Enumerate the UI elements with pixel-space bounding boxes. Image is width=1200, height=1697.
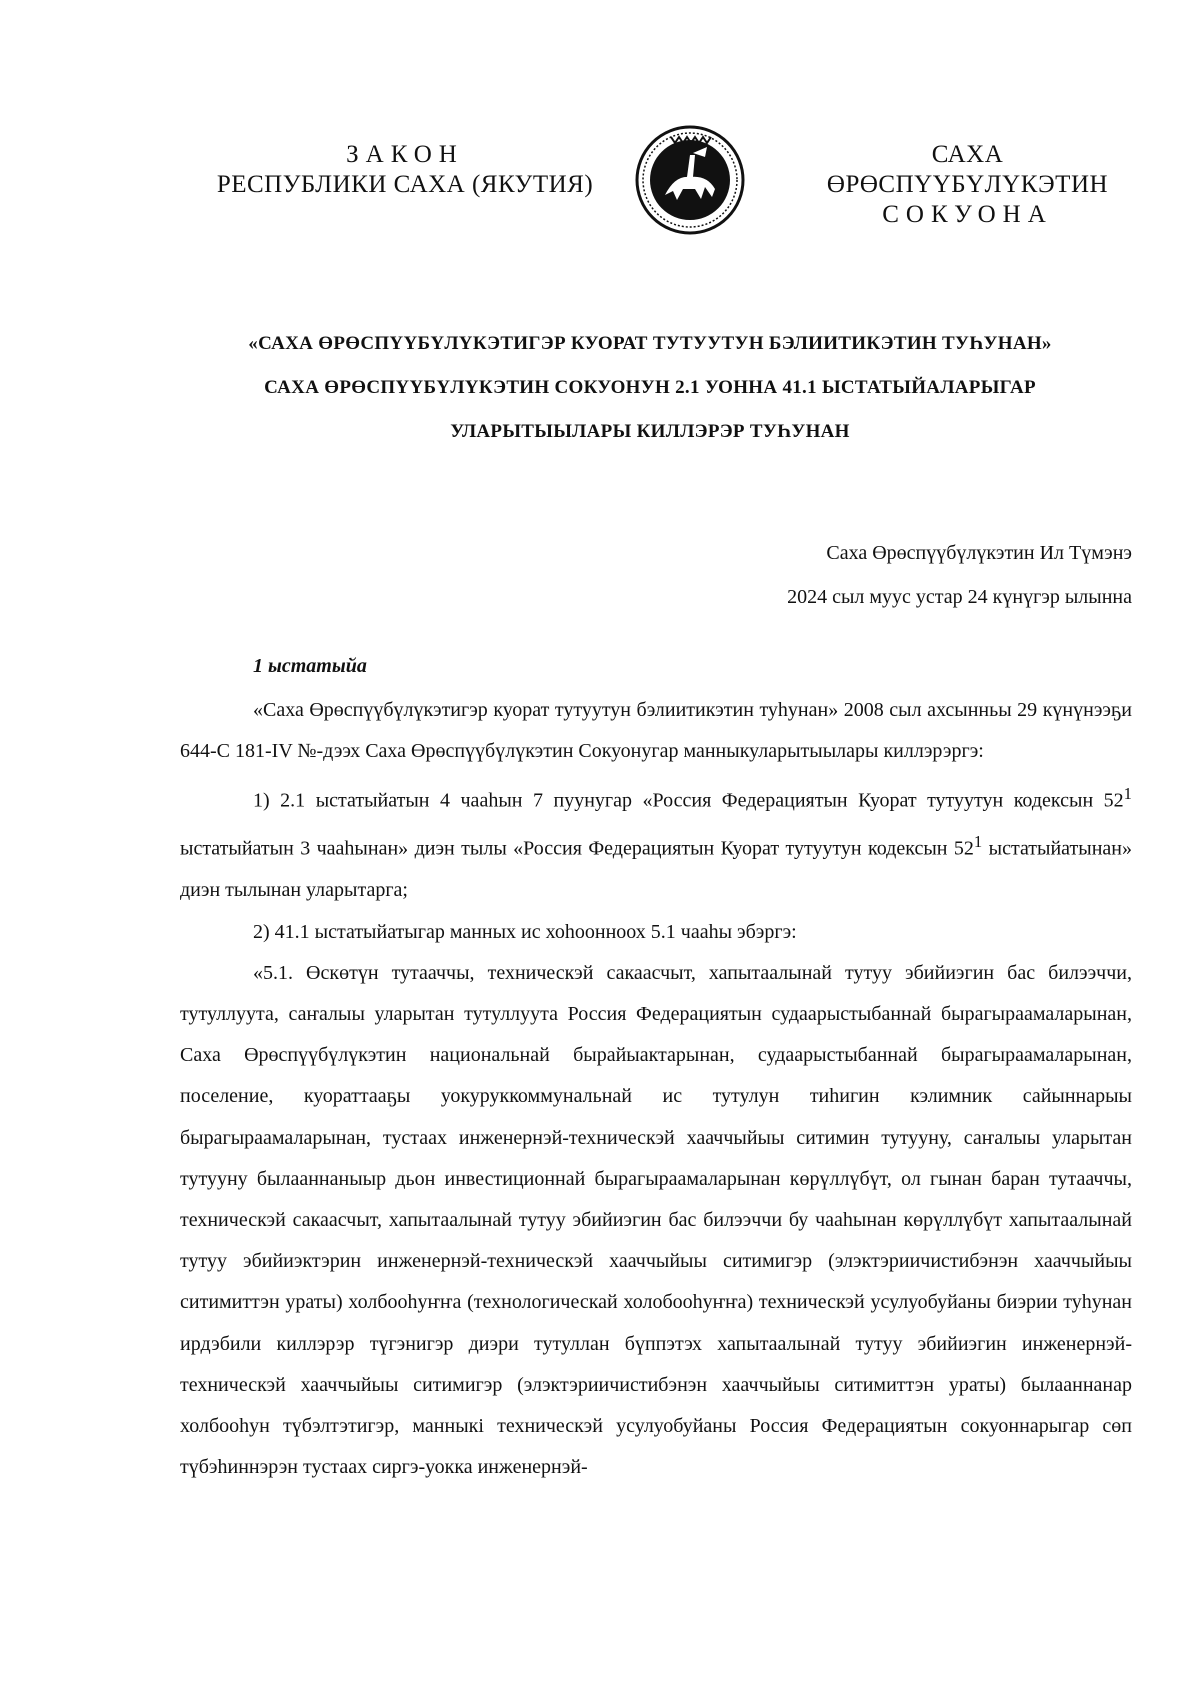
law-title-line: УЛАРЫТЫЫЛАРЫ КИЛЛЭРЭР ТУҺУНАН [450,421,850,442]
item-1-text-a: 1) 2.1 ыстатыйатын 4 чааһын 7 пуунугар «Россия Федерациятын Куорат тутуутун кодексын 52 [253,789,1124,812]
article-intro: «Саха Өрөспүүбүлүкэтигэр куорат тутуутун бэлиитикэтин туһунан» 2008 сыл ахсынньы 29 күнүнээҕи 644-С 181-IV №-дээх Саха Өрөспүүбүлүкэтин Сокуонугар манныкуларытыылары киллэрэргэ: [180,699,1132,763]
article-heading: 1 ыстатыйа [253,655,367,677]
item-1-text-c: ыстатыйатынан» диэн тылынан уларытарга; [180,838,1132,902]
header-right-subtitle: СОКУОНА [882,201,1053,228]
law-title-line: САХА ӨРӨСПҮҮБҮЛҮКЭТИН СОКУОНУН 2.1 УОННА 41.1 ЫСТАТЫЙАЛАРЫГАР [264,377,1036,398]
law-title [150,322,1150,454]
article-item-2: 2) 41.1 ыстатыйатыгар манных ис хоһоонноох 5.1 чааһы эбэргэ: [253,920,797,943]
item-1-text-b: ыстатыйатын 3 чааһынан» диэн тылы «Россия Федерациятын Куорат тутуутун кодексын 52 [180,838,974,861]
superscript: 1 [973,832,983,852]
adopting-body: Саха Өрөспүүбүлүкэтин Ил Түмэнэ [826,542,1132,564]
header-right [790,140,1145,230]
header-left-title: ЗАКОН [346,141,464,168]
article-quote-5-1: «5.1. Өскөтүн тутааччы, техническэй сакаасчыт, хапытаалынай тутуу эбийиэгин бас билээччи, тутуллуута, саҥалыы уларытан тутуллуута Россия Федерациятын судаарыстыбаннай бырагыраамаларынан, Саха Өрөспүүбүлүкэтин национальнай бырайыактарынан, судаарыстыбаннай бырагыраамаларынан, поселение, куораттааҕы уокуруккоммунальнай ис тутулун тиһигин кэлимник сайыннарыы бырагыраамаларынан, тустаах инженернэй-техническэй хааччыйыы ситимин тутууну, саҥалыы уларытан тутууну былааннаныыр дьон инвестиционнай бырагыраамаларынан көрүллүбүт, ол гынан баран тутааччы, техническэй сакаасчыт, хапытаалынай тутуу эбийиэгин бас билээччи бу чааһынан көрүллүбүт хапытаалынай тутуу эбийиэктэрин инженернэй-техническэй хааччыйыы ситимигэр (элэктэриичистибэнэн хааччыйыы ситимиттэн ураты) холбооһуҥҥа (технологическай холобооһуҥҥа) техническэй усулуобуйаны биэрии туһунан ирдэбили киллэрэр түгэнигэр диэри тутуллан бүппэтэх хапытаалынай тутуу эбийиэгин инженернэй-техническэй хааччыйыы ситимигэр (элэктэриичистибэнэн хааччыйыы ситимиттэн ураты) былааннанар холбооһун түбэлтэтигэр, манныкі техническэй усулуобуйаны Россия Федерациятын сокуоннарыгар сөп түбэһиннэрэн тустаах сиргэ-уокка инженернэй- [180,961,1132,1479]
superscript: 1 [1123,783,1132,803]
header-right-title: САХА ӨРӨСПҮҮБҮЛҮКЭТИН [826,141,1109,198]
document-body [180,646,1132,1488]
adoption-date: 2024 сыл муус устар 24 күнүгэр ылынна [787,586,1132,608]
law-title-line: «САХА ӨРӨСПҮҮБҮЛҮКЭТИГЭР КУОРАТ ТУТУУТУН БЭЛИИТИКЭТИН ТУҺУНАН» [248,333,1052,354]
header-left-subtitle: РЕСПУБЛИКИ САХА (ЯКУТИЯ) [216,171,594,198]
header-left [215,140,595,200]
article-item-1 [180,773,1132,912]
sakha-coat-of-arms-icon [635,125,745,235]
adoption-block [787,531,1132,619]
